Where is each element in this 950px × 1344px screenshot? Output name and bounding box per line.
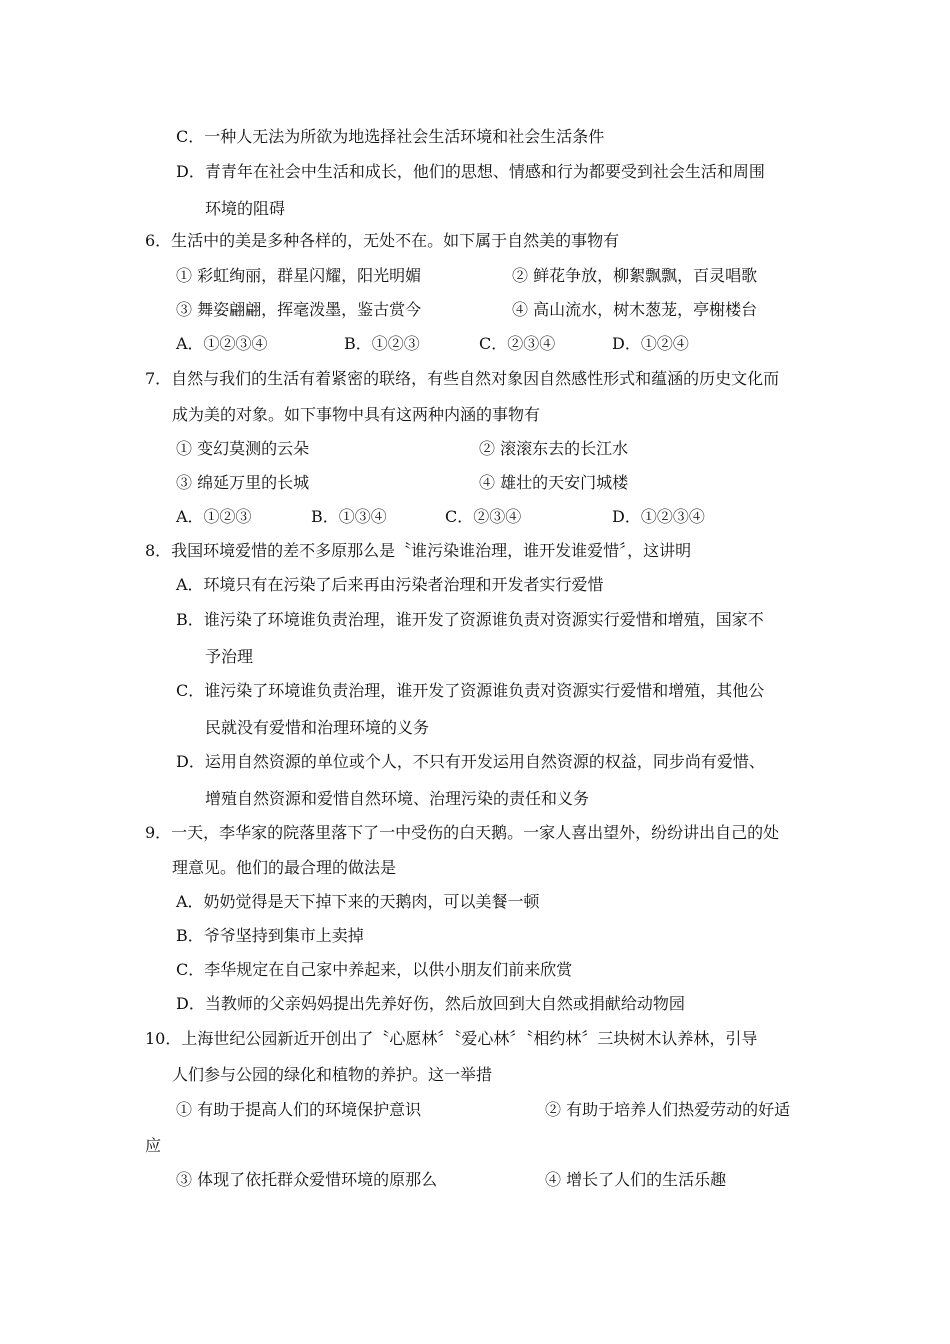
q10-item-2: ② 有助于培养人们热爱劳动的好适: [545, 1100, 791, 1119]
q6-choice-d: D．①②④: [612, 334, 689, 353]
q9-stem-line2: 理意见。他们的最合理的做法是: [172, 858, 397, 877]
q5-option-d-line2: 环境的阻碍: [205, 199, 286, 218]
q10-item-4: ④ 增长了人们的生活乐趣: [545, 1170, 727, 1189]
q9-option-c: C．李华规定在自己家中养起来，以供小朋友们前来欣赏: [176, 960, 573, 979]
q9-option-b: B．爷爷坚持到集市上卖掉: [176, 926, 364, 945]
q10-item-3: ③ 体现了依托群众爱惜环境的原那么: [176, 1170, 438, 1189]
q8-option-b-line2: 予治理: [205, 647, 254, 666]
q7-item-2: ② 滚滚东去的长江水: [479, 439, 629, 458]
q9-option-d: D．当教师的父亲妈妈提出先养好伤，然后放回到大自然或捐献给动物园: [176, 994, 685, 1013]
q10-item-1: ① 有助于提高人们的环境保护意识: [176, 1100, 422, 1119]
q7-choice-c: C．②③④: [445, 507, 522, 526]
q7-item-1: ① 变幻莫测的云朵: [176, 439, 310, 458]
q7-stem-line1: 7．自然与我们的生活有着紧密的联络，有些自然对象因自然感性形式和蕴涵的历史文化而: [145, 369, 780, 388]
q9-stem-line1: 9．一天，李华家的院落里落下了一中受伤的白天鹅。一家人喜出望外，纷纷讲出自己的处: [145, 823, 780, 842]
q6-item-3: ③ 舞姿翩翩，挥毫泼墨，鉴古赏今: [176, 300, 422, 319]
q8-option-d-line1: D．运用自然资源的单位或个人，不只有开发运用自然资源的权益，同步尚有爱惜、: [176, 752, 765, 771]
q5-option-c: C．一种人无法为所欲为地选择社会生活环境和社会生活条件: [176, 127, 605, 146]
q6-item-2: ② 鲜花争放，柳絮飘飘，百灵唱歌: [512, 266, 758, 285]
q7-choice-d: D．①②③④: [612, 507, 705, 526]
q6-item-1: ① 彩虹绚丽，群星闪耀，阳光明媚: [176, 266, 422, 285]
q8-option-c-line1: C．谁污染了环境谁负责治理，谁开发了资源谁负责对资源实行爱惜和增殖，其他公: [176, 681, 765, 700]
q7-choice-b: B．①③④: [311, 507, 387, 526]
q7-item-3: ③ 绵延万里的长城: [176, 473, 310, 492]
q10-item-2-wrap: 应: [145, 1136, 162, 1155]
q6-choice-b: B．①②③: [344, 334, 420, 353]
q8-option-d-line2: 增殖自然资源和爱惜自然环境、治理污染的责任和义务: [205, 789, 590, 808]
q10-stem-line1: 10．上海世纪公园新近开创出了〝心愿林〞〝爱心林〞〝相约林〞三块树木认养林，引导: [145, 1029, 758, 1048]
q8-option-c-line2: 民就没有爱惜和治理环境的义务: [205, 718, 430, 737]
q6-choice-a: A．①②③④: [176, 334, 268, 353]
q7-stem-line2: 成为美的对象。如下事物中具有这两种内涵的事物有: [172, 405, 541, 424]
q7-item-4: ④ 雄壮的天安门城楼: [479, 473, 629, 492]
q7-choice-a: A．①②③: [176, 507, 252, 526]
q6-choice-c: C．②③④: [479, 334, 556, 353]
q8-option-b-line1: B．谁污染了环境谁负责治理，谁开发了资源谁负责对资源实行爱惜和增殖，国家不: [176, 610, 764, 629]
q6-stem: 6．生活中的美是多种各样的，无处不在。如下属于自然美的事物有: [145, 231, 620, 250]
q5-option-d-line1: D．青青年在社会中生活和成长，他们的思想、情感和行为都要受到社会生活和周围: [176, 162, 765, 181]
q6-item-4: ④ 高山流水，树木葱茏，亭榭楼台: [512, 300, 758, 319]
q9-option-a: A．奶奶觉得是天下掉下来的天鹅肉，可以美餐一顿: [176, 892, 540, 911]
q8-stem: 8．我国环境爱惜的差不多原那么是〝谁污染谁治理，谁开发谁爱惜〞，这讲明: [145, 541, 692, 560]
q10-stem-line2: 人们参与公园的绿化和植物的养护。这一举措: [172, 1065, 493, 1084]
q8-option-a: A．环境只有在污染了后来再由污染者治理和开发者实行爱惜: [176, 575, 604, 594]
